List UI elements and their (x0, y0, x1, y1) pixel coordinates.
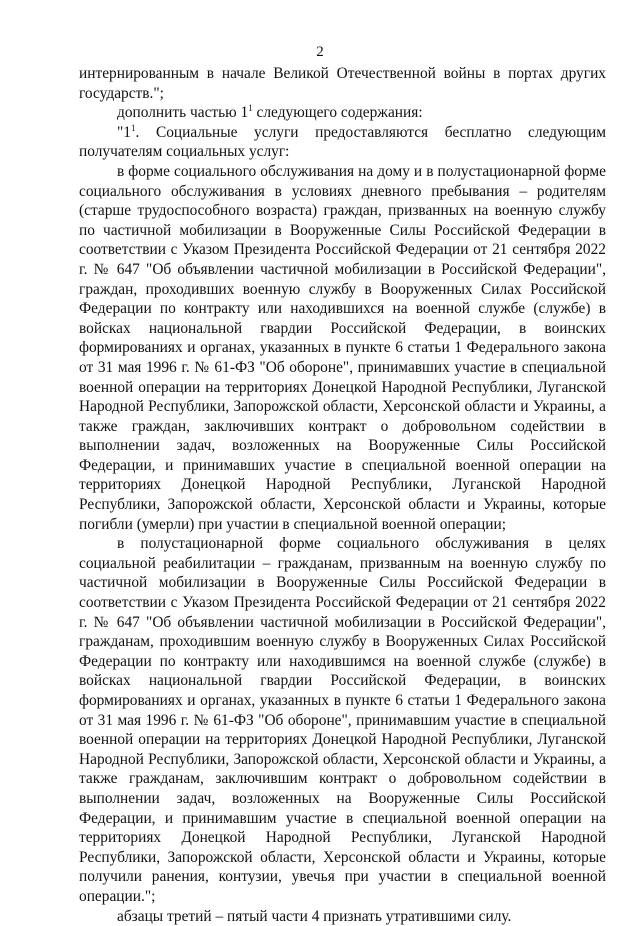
paragraph-part-1-1 (79, 123, 606, 162)
paragraph-continuation: интернированным в начале Великой Отечественной войны в портах других государств."; (79, 65, 606, 102)
document-body (79, 64, 606, 926)
paragraph-repeal: абзацы третий – пятый части 4 признать утратившими силу. (117, 907, 512, 925)
amendment-intro-tail: следующего содержания: (252, 104, 423, 122)
paragraph-home-service: в форме социального обслуживания на дому и в полустационарной форме социального обслуживания в условиях дневного пребывания – родителям (старше трудоспособного возраста) граждан, призванных на военную службу по частичной мобилизации в Вооруженные Силы Российской Федерации в соответствии с Указом Президента Российской Федерации от 21 сентября 2022 г. № 647 "Об объявлении частичной мобилизации в Российской Федерации", граждан, проходивших военную службу в Вооруженных Силах Российской Федерации по контракту или находившихся на военной службе (службе) в войсках национальной гвардии Российской Федерации, в воинских формированиях и органах, указанных в пункте 6 статьи 1 Федерального закона от 31 мая 1996 г. № 61-ФЗ "Об обороне", принимавших участие в специальной военной операции на территориях Донецкой Народной Республики, Луганской Народной Республики, Запорожской области, Херсонской области и Украины, а также граждан, заключивших контракт о добровольном содействии в выполнении задач, возложенных на Вооруженные Силы Российской Федерации, и принимавших участие в специальной военной операции на территориях Донецкой Народной Республики, Луганской Народной Республики, Запорожской области, Херсонской области и Украины, которые погибли (умерли) при участии в специальной военной операции; (79, 162, 606, 533)
part-1-1-number: "1 (117, 123, 131, 141)
paragraph-amendment-intro (79, 103, 606, 123)
amendment-intro-text: дополнить частью 1 (117, 104, 249, 122)
superscript-part-number: 1 (248, 103, 253, 114)
paragraph-rehabilitation: в полустационарной форме социального обслуживания в целях социальной реабилитации – гражданам, призванным на военную службу по частичной мобилизации в Вооруженные Силы Российской Федерации в соответствии с Указом Президента Российской Федерации от 21 сентября 2022 г. № 647 "Об объявлении частичной мобилизации в Российской Федерации", гражданам, проходившим военную службу в Вооруженных Силах Российской Федерации по контракту или находившимся на военной службе (службе) в войсках национальной гвардии Российской Федерации, в воинских формированиях и органах, указанных в пункте 6 статьи 1 Федерального закона от 31 мая 1996 г. № 61-ФЗ "Об обороне", принимавшим участие в специальной военной операции на территориях Донецкой Народной Республики, Луганской Народной Республики, Запорожской области, Херсонской области и Украины, а также гражданам, заключившим контракт о добровольном содействии в выполнении задач, возложенных на Вооруженные Силы Российской Федерации, и принимавшим участие в специальной военной операции на территориях Донецкой Народной Республики, Луганской Народной Республики, Запорожской области, Херсонской области и Украины, которые получили ранения, контузии, увечья при участии в специальной военной операции."; (79, 535, 606, 905)
part-1-1-text: . Социальные услуги предоставляются бесплатно следующим получателям социальных услуг: (79, 123, 606, 161)
superscript-part-1-1: 1 (130, 122, 136, 133)
page-number: 2 (316, 44, 324, 60)
